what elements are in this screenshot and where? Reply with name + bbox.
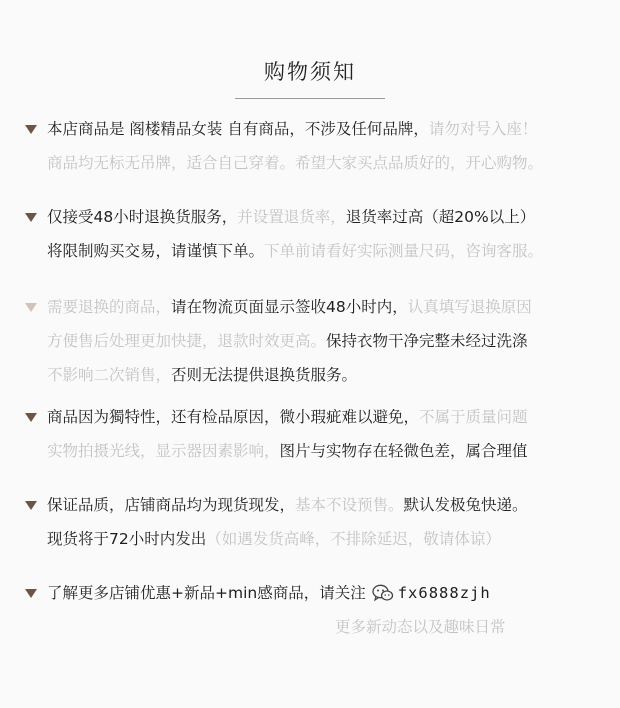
title-divider — [235, 98, 385, 99]
text-run: 实物拍摄光线，显示器因素影响， — [47, 442, 280, 460]
line-text — [47, 200, 535, 234]
line-text — [335, 610, 506, 644]
text-run: 下单前请看好实际测量尺码，咨询客服。 — [264, 242, 544, 260]
notice-section-product-defects — [25, 400, 600, 468]
notice-line — [25, 522, 600, 556]
text-run: 请在物流页面显示签收48小时内， — [171, 298, 408, 316]
line-text — [47, 290, 532, 324]
text-run: 仅接受48小时退换货服务， — [47, 208, 238, 226]
text-run: 方便售后处理更加快捷，退款时效更高。 — [47, 332, 327, 350]
notice-line — [25, 610, 600, 644]
text-run: 本店商品是 阁楼精品女装 自有商品，不涉及任何品牌， — [47, 120, 429, 138]
text-run: 了解更多店铺优惠+新品+min感商品，请关注 — [47, 584, 366, 602]
notice-section-returns-policy — [25, 200, 600, 268]
text-run: 请勿对号入座！ — [428, 120, 538, 138]
text-run: 需要退换的商品， — [47, 298, 172, 316]
text-run: 商品因为獨特性，还有检品原因，微小瑕疵难以避免， — [47, 408, 420, 426]
text-run: 保证品质，店铺商品均为现货现发， — [47, 496, 296, 514]
line-text — [47, 234, 543, 268]
notice-line — [25, 112, 600, 146]
wechat-id: fx6888zjh — [397, 584, 491, 602]
triangle-bullet-icon — [25, 303, 37, 312]
triangle-bullet-icon — [25, 589, 37, 598]
notice-line — [25, 400, 600, 434]
text-run: 商品均无标无吊牌，适合自己穿着。希望大家买点品质好的，开心购物。 — [47, 154, 544, 172]
notice-section-shipping — [25, 488, 600, 556]
line-text — [47, 522, 501, 556]
text-run: 保持衣物干净完整未经过洗涤 — [326, 332, 528, 350]
line-text — [47, 146, 543, 180]
text-run: 不影响二次销售， — [47, 366, 172, 384]
notice-line — [25, 434, 600, 468]
text-run: 否则无法提供退换货服务。 — [171, 366, 358, 384]
line-text — [47, 324, 528, 358]
text-run: 退货率过高（超20%以上） — [345, 208, 536, 226]
notice-section-follow — [25, 576, 600, 644]
notice-line — [25, 358, 600, 392]
text-run: 并设置退货率， — [237, 208, 346, 226]
line-text — [47, 434, 528, 468]
notice-line — [25, 290, 600, 324]
page-title: 购物须知 — [264, 60, 356, 84]
text-run: （如遇发货高峰，不排除延迟，敬请体谅） — [206, 530, 501, 548]
triangle-bullet-icon — [25, 213, 37, 222]
text-run: 图片与实物存在轻微色差，属合理值 — [279, 442, 528, 460]
notice-line — [25, 576, 600, 610]
title-block — [0, 56, 620, 99]
notice-line — [25, 488, 600, 522]
line-text — [47, 358, 357, 392]
text-run: 不属于质量问题 — [419, 408, 528, 426]
line-text — [47, 576, 491, 610]
notice-line — [25, 200, 600, 234]
notice-section-return-procedure — [25, 290, 600, 392]
triangle-bullet-icon — [25, 413, 37, 422]
text-run: 更多新动态以及趣味日常 — [335, 618, 506, 636]
line-text — [47, 112, 537, 146]
triangle-bullet-icon — [25, 125, 37, 134]
text-run: 默认发极兔快递。 — [403, 496, 528, 514]
text-run: 基本不设预售。 — [295, 496, 404, 514]
text-run: 将限制购买交易，请谨慎下单。 — [47, 242, 265, 260]
notice-line — [25, 146, 600, 180]
notice-section-brand — [25, 112, 600, 180]
text-run: 现货将于72小时内发出 — [47, 530, 207, 548]
line-text — [47, 488, 528, 522]
line-text — [47, 400, 528, 434]
notice-line — [25, 234, 600, 268]
text-run: 认真填写退换原因 — [407, 298, 532, 316]
triangle-bullet-icon — [25, 501, 37, 510]
wechat-icon — [372, 584, 394, 602]
notice-line — [25, 324, 600, 358]
